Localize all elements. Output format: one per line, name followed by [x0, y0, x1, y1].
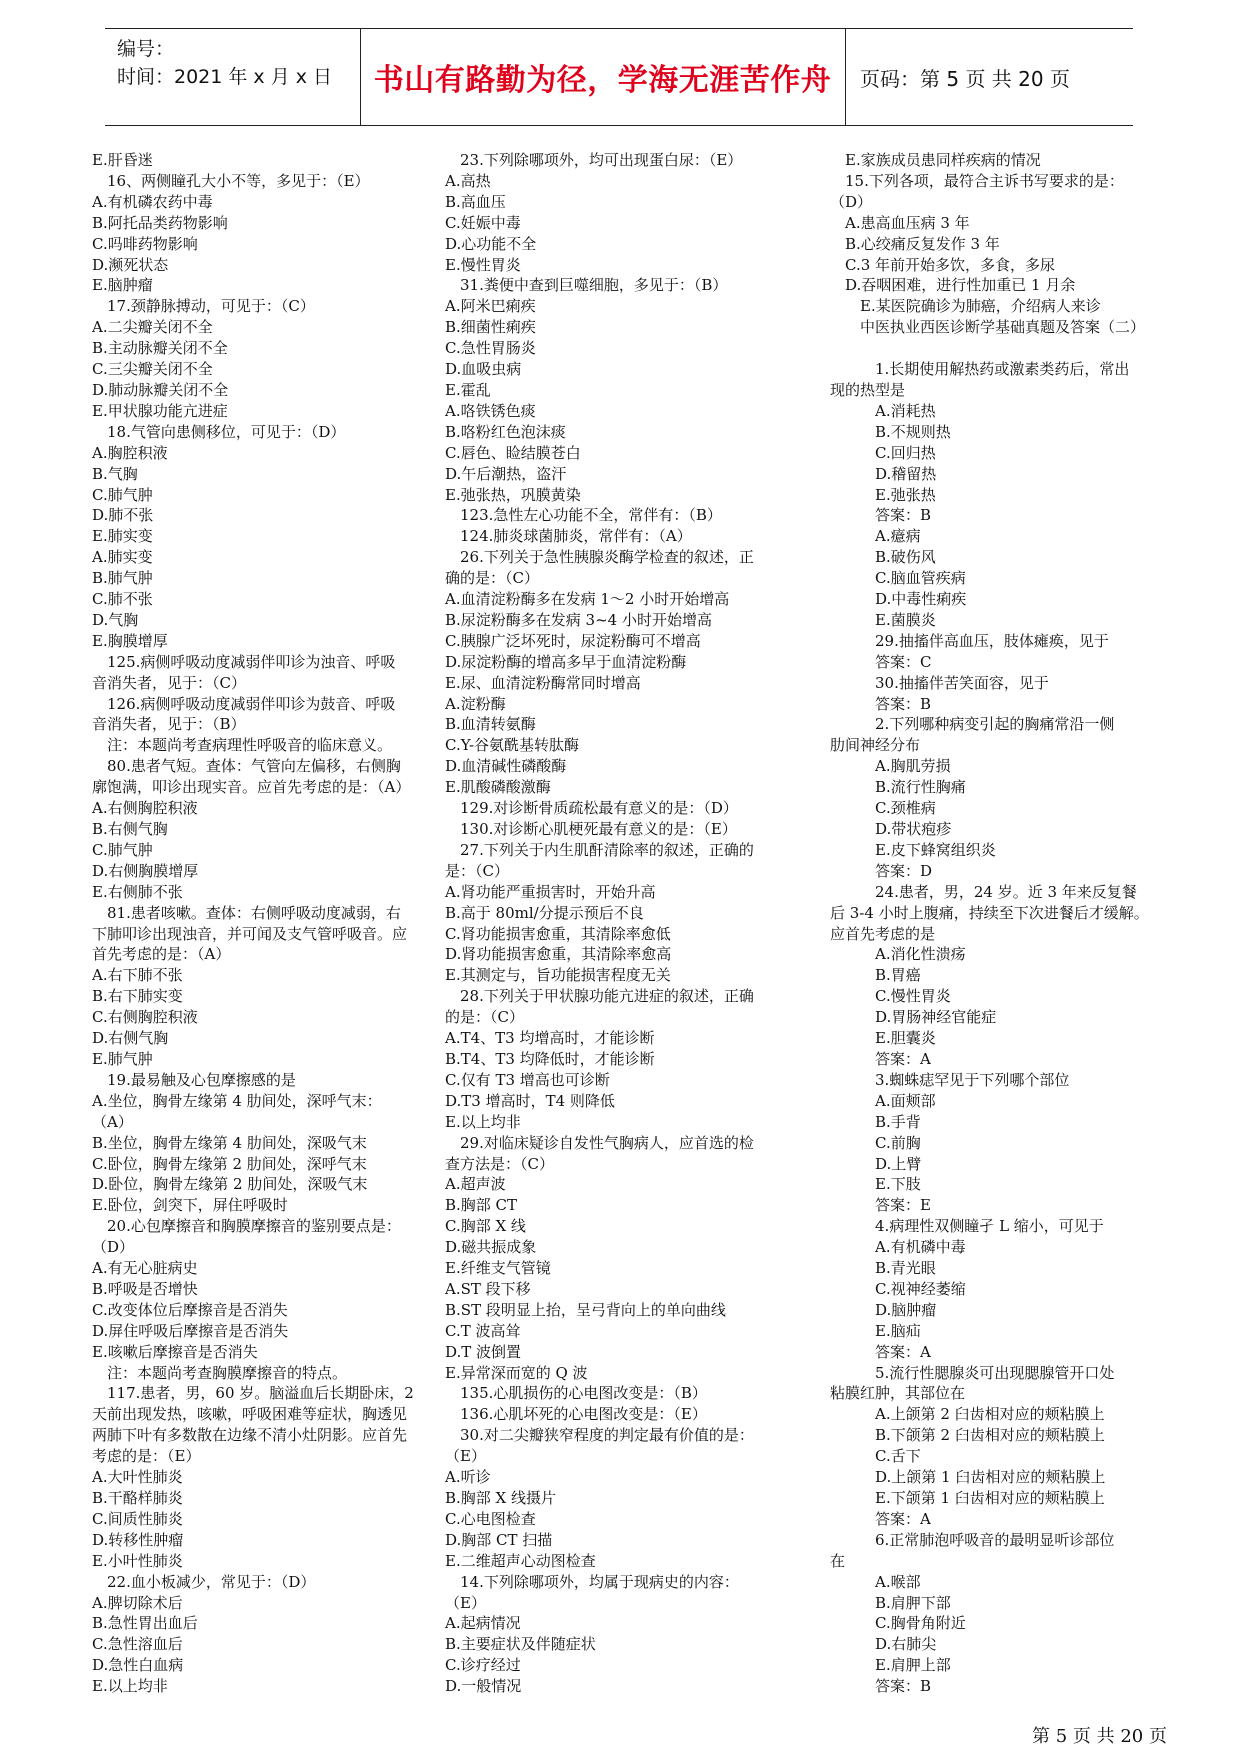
time-label: 时间：2021 年 x 月 x 日 [117, 66, 333, 88]
text-line: E.卧位，剑突下，屏住呼吸时 [92, 1196, 288, 1215]
text-line: B.T4、T3 均降低时，才能诊断 [445, 1049, 655, 1068]
text-line: 答案：D [830, 861, 933, 880]
text-line: A.喉部 [830, 1572, 921, 1591]
header-meta [117, 35, 332, 91]
text-line: B.手背 [830, 1112, 921, 1131]
text-line: E.弛张热，巩膜黄染 [445, 485, 581, 504]
text-line: E.右侧肺不张 [92, 882, 183, 901]
text-line: D.心功能不全 [445, 234, 537, 253]
text-line: A.有机磷农药中毒 [92, 192, 213, 211]
text-line: A.血清淀粉酶多在发病 1～2 小时开始增高 [445, 590, 730, 609]
text-line: 答案：C [830, 652, 932, 671]
text-line: C.肾功能损害愈重，其清除率愈低 [445, 924, 671, 943]
page-header [105, 28, 1133, 126]
text-line: （E） [445, 1593, 486, 1612]
text-line: C.急性溶血后 [92, 1635, 183, 1654]
text-line: E.咳嗽后摩擦音是否消失 [92, 1342, 258, 1361]
text-line: E.胆囊炎 [830, 1029, 936, 1048]
text-line: A.阿米巴痢疾 [445, 297, 536, 316]
text-line: 肋间神经分布 [830, 736, 921, 755]
page-footer: 第 5 页 共 20 页 [1032, 1726, 1167, 1747]
text-line: 80.患者气短。查体：气管向左偏移，右侧胸 [92, 757, 401, 776]
text-line: E.菌膜炎 [830, 610, 936, 629]
text-column-right [830, 150, 1187, 1697]
text-line: B.胸部 CT [445, 1196, 518, 1215]
text-line: C.慢性胃炎 [830, 987, 951, 1006]
text-line: 30.对二尖瓣狭窄程度的判定最有价值的是： [445, 1426, 754, 1445]
text-line: 30.抽搐伴苦笑面容，见于 [830, 673, 1049, 692]
text-line: B.高于 80ml/分提示预后不良 [445, 903, 644, 922]
text-line: D.卧位，胸骨左缘第 2 肋间处，深吸气末 [92, 1175, 368, 1194]
text-line: B.细菌性痢疾 [445, 318, 536, 337]
text-line: A.T4、T3 均增高时，才能诊断 [445, 1029, 655, 1048]
text-line: C.改变体位后摩擦音是否消失 [92, 1300, 288, 1319]
text-line: 135.心肌损伤的心电图改变是：（B） [445, 1384, 707, 1403]
text-line: 123.急性左心功能不全，常伴有：（B） [445, 506, 722, 525]
text-line: 14.下列除哪项外，均属于现病史的内容： [445, 1572, 739, 1591]
text-line: 81.患者咳嗽。查体：右侧呼吸动度减弱，右 [92, 903, 401, 922]
text-line: A.消耗热 [830, 401, 936, 420]
text-line: C.胰腺广泛坏死时，尿淀粉酶可不增高 [445, 631, 701, 650]
text-line: 在 [830, 1551, 846, 1570]
text-line: 15.下列各项，最符合主诉书写要求的是： [830, 171, 1124, 190]
text-line: C.三尖瓣关闭不全 [92, 360, 213, 379]
text-line: B.肩胛下部 [830, 1593, 951, 1612]
text-line: D.脑肿瘤 [830, 1300, 937, 1319]
text-line: B.急性胃出血后 [92, 1614, 198, 1633]
text-line: 注：本题尚考查病理性呼吸音的临床意义。 [92, 736, 393, 755]
text-line: E.脑疝 [830, 1321, 921, 1340]
text-line: 19.最易触及心包摩擦感的是 [92, 1070, 296, 1089]
text-line: 音消失者，见于：（C） [92, 673, 246, 692]
text-line: 答案：B [830, 506, 932, 525]
text-line: C.T 波高耸 [445, 1321, 521, 1340]
text-line: C.妊娠中毒 [445, 213, 521, 232]
text-line: D.血清碱性磷酸酶 [445, 757, 567, 776]
text-line: B.主要症状及伴随症状 [445, 1635, 596, 1654]
text-line: A.胸肌劳损 [830, 757, 951, 776]
text-line: E.皮下蜂窝组织炎 [830, 840, 996, 859]
text-line: E.以上均非 [92, 1677, 168, 1696]
serial-label: 编号： [117, 38, 175, 60]
text-line: A.超声波 [445, 1175, 506, 1194]
text-line: D.肾功能损害愈重，其清除率愈高 [445, 945, 672, 964]
text-line: D.胃肠神经官能症 [830, 1008, 997, 1027]
text-line: A.起病情况 [445, 1614, 521, 1633]
text-line: A.听诊 [445, 1468, 491, 1487]
text-line: E.肌酸磷酸激酶 [445, 778, 551, 797]
text-line: D.右侧气胸 [92, 1029, 169, 1048]
text-line: A.脾切除术后 [92, 1593, 183, 1612]
text-line: 注：本题尚考查胸膜摩擦音的特点。 [92, 1363, 348, 1382]
text-line: 下肺叩诊出现浊音，并可闻及支气管呼吸音。应 [92, 924, 408, 943]
text-line: A.高热 [445, 171, 491, 190]
text-line: （D） [830, 192, 873, 211]
text-line: C.诊疗经过 [445, 1656, 521, 1675]
text-line: 2.下列哪种病变引起的胸痛常沿一侧 [830, 715, 1115, 734]
text-line: 后 3-4 小时上腹痛，持续至下次进餐后才缓解。 [830, 903, 1149, 922]
text-line: C.急性胃肠炎 [445, 339, 536, 358]
text-line: C.Y-谷氨酰基转肽酶 [445, 736, 580, 755]
text-line: 廓饱满，叩诊出现实音。应首先考虑的是：（A） [92, 778, 411, 797]
text-column-left [92, 150, 422, 1697]
text-line: E.其测定与，旨功能损害程度无关 [445, 966, 671, 985]
text-line: B.高血压 [445, 192, 506, 211]
text-line: C.视神经萎缩 [830, 1279, 966, 1298]
header-divider-right [845, 29, 846, 125]
text-line: 24.患者，男，24 岁。近 3 年来反复餐 [830, 882, 1137, 901]
text-line: D.濒死状态 [92, 255, 169, 274]
text-line: C.肺不张 [92, 590, 153, 609]
text-line: D.上颌第 1 臼齿相对应的颊粘膜上 [830, 1468, 1106, 1487]
text-line: （A） [92, 1112, 133, 1131]
text-line: D.吞咽困难，进行性加重已 1 月余 [830, 276, 1076, 295]
text-line: B.血清转氨酶 [445, 715, 536, 734]
text-line: A.癔病 [830, 527, 921, 546]
text-line: A.胸腔积液 [92, 443, 168, 462]
text-line: 3.蜘蛛痣罕见于下列哪个部位 [830, 1070, 1070, 1089]
text-line: B.尿淀粉酶多在发病 3~4 小时开始增高 [445, 610, 712, 629]
text-line: B.坐位，胸骨左缘第 4 肋间处，深吸气末 [92, 1133, 367, 1152]
text-line: E.弛张热 [830, 485, 936, 504]
header-motto: 书山有路勤为径，学海无涯苦作舟 [373, 63, 832, 98]
text-line: 答案：E [830, 1196, 931, 1215]
text-line: C.肺气肿 [92, 840, 153, 859]
text-line: A.二尖瓣关闭不全 [92, 318, 213, 337]
text-line: B.破伤风 [830, 548, 936, 567]
text-line: 27.下列关于内生肌酐清除率的叙述，正确的 [445, 840, 754, 859]
text-line: E.肩胛上部 [830, 1656, 951, 1675]
text-line: D.肺动脉瓣关闭不全 [92, 380, 229, 399]
text-line: E.家族成员患同样疾病的情况 [830, 151, 1041, 169]
text-line: 136.心肌坏死的心电图改变是：（E） [445, 1405, 707, 1424]
text-line: B.咯粉红色泡沫痰 [445, 422, 566, 441]
text-line: 125.病侧呼吸动度减弱伴叩诊为浊音、呼吸 [92, 652, 396, 671]
text-line: C.卧位，胸骨左缘第 2 肋间处，深呼气末 [92, 1154, 367, 1173]
text-line: C.脑血管疾病 [830, 569, 966, 588]
text-line: D.稽留热 [830, 464, 937, 483]
text-line: 两肺下叶有多数散在边缘不清小灶阴影。应首先 [92, 1426, 408, 1445]
text-line: E.尿、血清淀粉酶常同时增高 [445, 673, 641, 692]
text-line: C.胸部 X 线 [445, 1217, 526, 1236]
text-line: 答案：B [830, 694, 932, 713]
text-line: B.不规则热 [830, 422, 951, 441]
text-line: C.前胸 [830, 1133, 921, 1152]
header-page-number: 页码：第 5 页 共 20 页 [860, 66, 1070, 91]
text-line: C.3 年前开始多饮，多食，多尿 [830, 255, 1056, 274]
text-line: E.二维超声心动图检查 [445, 1551, 596, 1570]
text-line: D.右侧胸膜增厚 [92, 861, 199, 880]
text-line: 答案：A [830, 1049, 931, 1068]
text-line: 现的热型是 [830, 380, 906, 399]
text-line: 117.患者，男，60 岁。脑溢血后长期卧床，2 [92, 1384, 414, 1403]
text-line: 23.下列除哪项外，均可出现蛋白尿：（E） [445, 151, 743, 169]
text-line: E.某医院确诊为肺癌，介绍病人来诊 [830, 297, 1101, 316]
text-line: B.呼吸是否增快 [92, 1279, 198, 1298]
text-line: 考虑的是：（E） [92, 1447, 201, 1466]
text-line: B.ST 段明显上抬，呈弓背向上的单向曲线 [445, 1300, 726, 1319]
text-line: E.脑肿瘤 [92, 276, 153, 295]
text-line: E.下颌第 1 臼齿相对应的颊粘膜上 [830, 1489, 1105, 1507]
text-line: A.ST 段下移 [445, 1279, 531, 1298]
text-line: A.有机磷中毒 [830, 1238, 966, 1257]
text-line: E.慢性胃炎 [445, 255, 521, 274]
text-line: B.肺气肿 [92, 569, 153, 588]
text-line: 粘膜红肿，其部位在 [830, 1384, 966, 1403]
text-line: D.磁共振成象 [445, 1238, 537, 1257]
text-line: 28.下列关于甲状腺功能亢进症的叙述，正确 [445, 987, 754, 1006]
text-line: D.一般情况 [445, 1677, 522, 1696]
text-line: A.肾功能严重损害时，开始升高 [445, 882, 656, 901]
text-line: D.急性白血病 [92, 1656, 184, 1675]
text-line: C.右侧胸腔积液 [92, 1008, 198, 1027]
text-line: A.咯铁锈色痰 [445, 401, 536, 420]
text-line: B.胸部 X 线摄片 [445, 1489, 557, 1507]
text-line: A.坐位，胸骨左缘第 4 肋间处，深呼气末： [92, 1091, 382, 1110]
text-line: B.气胸 [92, 464, 138, 483]
text-line: D.血吸虫病 [445, 360, 522, 379]
text-line: （D） [92, 1238, 135, 1257]
text-line: C.肺气肿 [92, 485, 153, 504]
text-line: B.心绞痛反复发作 3 年 [830, 234, 1000, 253]
text-line: 18.气管向患侧移位，可见于：（D） [92, 422, 346, 441]
text-line: 129.对诊断骨质疏松最有意义的是：（D） [445, 799, 738, 818]
text-line: A.淀粉酶 [445, 694, 506, 713]
text-line: D.肺不张 [92, 506, 154, 525]
text-line: 的是：（C） [445, 1008, 524, 1027]
text-line: 16、两侧瞳孔大小不等，多见于：（E） [92, 171, 370, 190]
text-line: E.异常深而宽的 Q 波 [445, 1363, 588, 1382]
text-line: C.回归热 [830, 443, 936, 462]
text-line: 首先考虑的是：（A） [92, 945, 231, 964]
text-line: 天前出现发热，咳嗽，呼吸困难等症状，胸透见 [92, 1405, 408, 1424]
text-line: A.患高血压病 3 年 [830, 213, 970, 232]
text-line: 6.正常肺泡呼吸音的最明显听诊部位 [830, 1530, 1115, 1549]
text-line: B.阿托品类药物影响 [92, 213, 228, 232]
text-line: 124.肺炎球菌肺炎，常伴有：（A） [445, 527, 692, 546]
text-line: 1.长期使用解热药或激素类药后，常出 [830, 360, 1130, 379]
text-line: E.肺气肿 [92, 1049, 153, 1068]
text-line: 4.病理性双侧瞳孑 L 缩小，可见于 [830, 1217, 1104, 1236]
text-line: A.有无心脏病史 [92, 1259, 198, 1278]
text-line: B.主动脉瓣关闭不全 [92, 339, 228, 358]
text-line: 5.流行性腮腺炎可出现腮腺管开口处 [830, 1363, 1115, 1382]
text-line: 确的是：（C） [445, 569, 539, 588]
text-line: D.午后潮热，盗汗 [445, 464, 567, 483]
text-line: 130.对诊断心肌梗死最有意义的是：（E） [445, 820, 737, 838]
text-line: E.以上均非 [445, 1112, 521, 1131]
text-line: 20.心包摩擦音和胸膜摩擦音的鉴别要点是： [92, 1217, 401, 1236]
text-line: D.上臂 [830, 1154, 922, 1173]
text-line: A.大叶性肺炎 [92, 1468, 183, 1487]
text-line: 126.病侧呼吸动度减弱伴叩诊为鼓音、呼吸 [92, 694, 396, 713]
text-line: 答案：A [830, 1342, 931, 1361]
text-line: 音消失者，见于：（B） [92, 715, 246, 734]
text-line: C.舌下 [830, 1447, 921, 1466]
text-line: B.干酪样肺炎 [92, 1489, 183, 1507]
text-line: C.间质性肺炎 [92, 1509, 183, 1528]
text-line: D.气胸 [92, 610, 139, 629]
text-line: E.小叶性肺炎 [92, 1551, 183, 1570]
text-line: C.唇色、睑结膜苍白 [445, 443, 581, 462]
text-line: D.胸部 CT 扫描 [445, 1530, 553, 1549]
text-line: 中医执业西医诊断学基础真题及答案（二） [830, 318, 1146, 337]
text-line: E.霍乱 [445, 380, 491, 399]
text-line: C.胸骨角附近 [830, 1614, 966, 1633]
text-line: B.流行性胸痛 [830, 778, 966, 797]
text-line: B.青光眼 [830, 1259, 936, 1278]
text-line: E.肺实变 [92, 527, 153, 546]
text-line: 答案：B [830, 1677, 932, 1696]
text-line: 是：（C） [445, 861, 509, 880]
text-line: D.中毒性痢疾 [830, 590, 967, 609]
text-line: 29.对临床疑诊自发性气胸病人，应首选的检 [445, 1133, 754, 1152]
text-line: 17.颈静脉搏动，可见于：（C） [92, 297, 315, 316]
text-line: E.胸膜增厚 [92, 631, 168, 650]
text-line: B.下颌第 2 臼齿相对应的颊粘膜上 [830, 1426, 1105, 1445]
text-column-middle [445, 150, 807, 1697]
text-line: C.颈椎病 [830, 799, 936, 818]
text-line: B.右下肺实变 [92, 987, 183, 1006]
text-line: A.面颊部 [830, 1091, 936, 1110]
text-line: 31.粪便中查到巨噬细胞，多见于：（B） [445, 276, 728, 295]
text-line: D.T 波倒置 [445, 1342, 522, 1361]
text-line: A.消化性溃疡 [830, 945, 966, 964]
text-line: C.吗啡药物影响 [92, 234, 198, 253]
text-line: C.心电图检查 [445, 1509, 536, 1528]
text-line [830, 338, 1187, 359]
text-line: A.上颌第 2 臼齿相对应的颊粘膜上 [830, 1405, 1105, 1424]
text-line: D.转移性肿瘤 [92, 1530, 184, 1549]
text-line: A.右侧胸腔积液 [92, 799, 198, 818]
text-line: 22.血小板减少，常见于：（D） [92, 1572, 316, 1591]
text-line: D.右肺尖 [830, 1635, 937, 1654]
text-line: 26.下列关于急性胰腺炎酶学检查的叙述，正 [445, 548, 754, 567]
text-line: 29.抽搐伴高血压，肢体瘫痪，见于 [830, 631, 1109, 650]
text-line: E.甲状腺功能亢进症 [92, 401, 228, 420]
text-line: E.下肢 [830, 1175, 921, 1194]
text-line: B.右侧气胸 [92, 820, 168, 838]
text-line: E.纤维支气管镜 [445, 1259, 551, 1278]
text-line: 查方法是：（C） [445, 1154, 554, 1173]
text-line: B.胃癌 [830, 966, 921, 985]
text-line: E.肝昏迷 [92, 151, 153, 169]
text-line: D.T3 增高时，T4 则降低 [445, 1091, 615, 1110]
text-line: A.右下肺不张 [92, 966, 183, 985]
text-line: 答案：A [830, 1509, 931, 1528]
text-line: D.尿淀粉酶的增高多早于血清淀粉酶 [445, 652, 687, 671]
text-line: D.带状疱疹 [830, 820, 952, 838]
text-line: （E） [445, 1447, 486, 1466]
text-line: C.仅有 T3 增高也可诊断 [445, 1070, 610, 1089]
text-line: D.屏住呼吸后摩擦音是否消失 [92, 1321, 289, 1340]
text-line: A.肺实变 [92, 548, 153, 567]
text-line: 应首先考虑的是 [830, 924, 936, 943]
